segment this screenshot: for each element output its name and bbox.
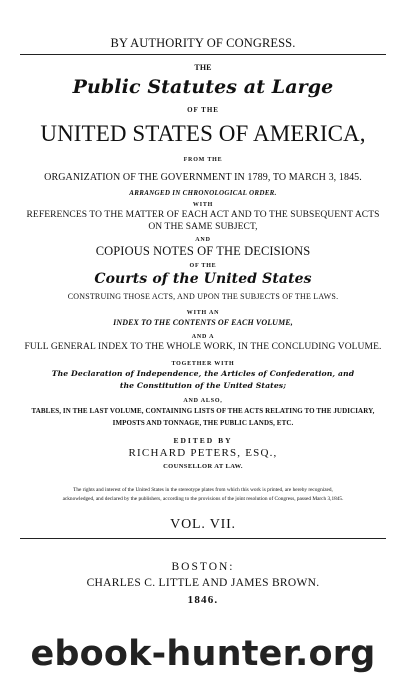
- the-label: THE: [194, 63, 212, 72]
- of-the-label-2: OF THE: [189, 263, 217, 269]
- imprint-year: 1846.: [187, 594, 219, 606]
- edited-by-label: EDITED BY: [173, 436, 233, 445]
- of-the-label: OF THE: [187, 106, 219, 114]
- with-label: WITH: [192, 202, 214, 208]
- imprint-publisher: CHARLES C. LITTLE AND JAMES BROWN.: [86, 577, 320, 589]
- general-index-line: FULL GENERAL INDEX TO THE WHOLE WORK, IN THE CONCLUDING VOLUME.: [24, 342, 382, 352]
- volume-number: VOL. VII.: [170, 517, 236, 532]
- together-with-label: TOGETHER WITH: [171, 361, 235, 367]
- tables-line-2: IMPOSTS AND TONNAGE, THE PUBLIC LANDS, ETC.: [112, 419, 294, 427]
- rights-notice-line-2: acknowledged, and declared by the publishers, according to the provisions of the joint resolution of Congress, passed March 3,1845.: [62, 496, 344, 502]
- copious-notes-line: COPIOUS NOTES OF THE DECISIONS: [95, 244, 311, 258]
- watermark: ebook-hunter.org: [0, 629, 406, 679]
- tables-line-1: TABLES, IN THE LAST VOLUME, CONTAINING LISTS OF THE ACTS RELATING TO THE JUDICIARY,: [31, 407, 375, 415]
- references-line-1: REFERENCES TO THE MATTER OF EACH ACT AND TO THE SUBSEQUENT ACTS: [26, 210, 380, 220]
- construing-line: CONSTRUING THOSE ACTS, AND UPON THE SUBJECTS OF THE LAWS.: [67, 292, 339, 301]
- rights-notice-line-1: The rights and interest of the United States in the stereotype plates from which this work is printed, are hereby recognized,: [73, 487, 333, 493]
- organization-line: ORGANIZATION OF THE GOVERNMENT IN 1789, TO MARCH 3, 1845.: [44, 172, 362, 183]
- declaration-line-1: The Declaration of Independence, the Articles of Confederation, and: [51, 369, 355, 378]
- references-line-2: ON THE SAME SUBJECT,: [148, 222, 258, 232]
- from-the-label: FROM THE: [183, 157, 223, 163]
- imprint-city: BOSTON:: [171, 561, 235, 573]
- and-label: AND: [195, 237, 211, 243]
- index-contents-line: INDEX TO THE CONTENTS OF EACH VOLUME,: [113, 318, 293, 327]
- and-also-label: AND ALSO,: [183, 398, 223, 404]
- imprint-rule: [20, 538, 386, 539]
- arranged-line: ARRANGED IN CHRONOLOGICAL ORDER.: [129, 189, 277, 197]
- authority-line: BY AUTHORITY OF CONGRESS.: [110, 36, 296, 50]
- country-title: UNITED STATES OF AMERICA,: [40, 121, 366, 146]
- main-title: Public Statutes at Large: [72, 76, 334, 98]
- courts-title: Courts of the United States: [94, 271, 312, 287]
- with-an-label: WITH AN: [186, 310, 220, 316]
- header-rule: [20, 54, 386, 55]
- declaration-line-2: the Constitution of the United States;: [119, 381, 287, 390]
- editor-role: COUNSELLOR AT LAW.: [163, 463, 243, 470]
- editor-name: RICHARD PETERS, ESQ.,: [128, 447, 278, 459]
- and-a-label: AND A: [191, 334, 215, 340]
